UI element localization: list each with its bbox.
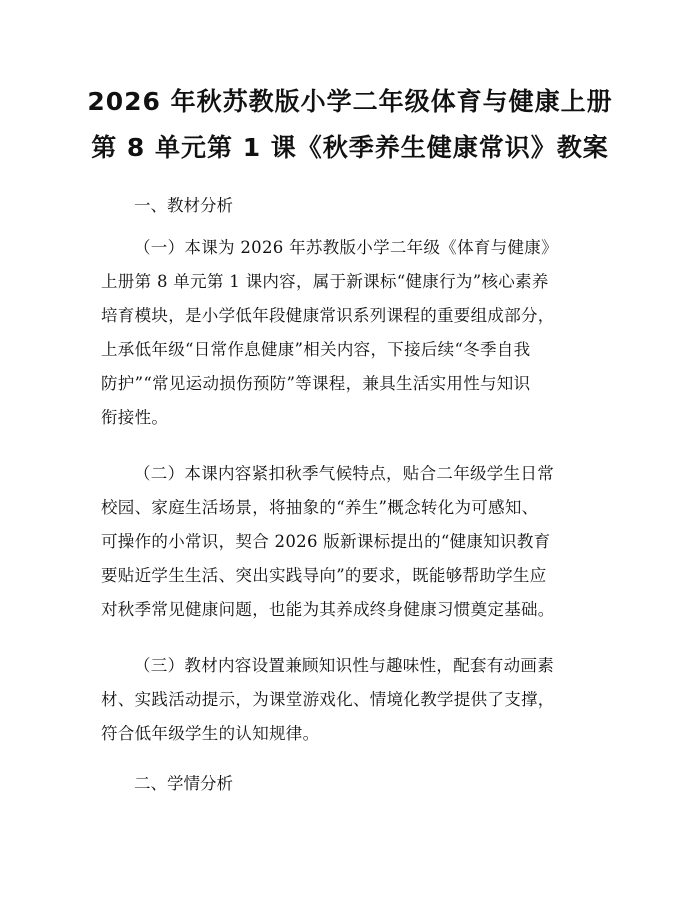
- paragraph-3: [101, 649, 601, 751]
- paragraph-line: 符合低年级学生的认知规律。: [101, 724, 320, 743]
- paragraph-line: 衔接性。: [101, 408, 169, 427]
- paragraph-line: （三）教材内容设置兼顾知识性与趣味性，配套有动画素: [134, 656, 554, 675]
- paragraph-line: （二）本课内容紧扣秋季气候特点，贴合二年级学生日常: [134, 464, 554, 483]
- paragraph-line: 可操作的小常识，契合 2026 版新课标提出的“健康知识教育: [101, 532, 551, 551]
- paragraph-line: 防护”“常见运动损伤预防”等课程，兼具生活实用性与知识: [101, 374, 531, 393]
- section-heading-learner-analysis: 二、学情分析: [134, 774, 233, 793]
- paragraph-line: 上承低年级“日常作息健康”相关内容，下接后续“冬季自我: [101, 340, 531, 359]
- paragraph-line: 材、实践活动提示，为课堂游戏化、情境化教学提供了支撑，: [101, 690, 555, 709]
- section-heading-textbook-analysis: 一、教材分析: [134, 196, 233, 215]
- paragraph-line: 要贴近学生生活、突出实践导向”的要求，既能够帮助学生应: [101, 566, 547, 585]
- paragraph-line: 校园、家庭生活场景，将抽象的“养生”概念转化为可感知、: [101, 498, 539, 517]
- paragraph-line: 培育模块，是小学低年段健康常识系列课程的重要组成部分，: [101, 306, 555, 325]
- paragraph-2: [101, 457, 601, 627]
- document-title-line-1: 2026 年秋苏教版小学二年级体育与健康上册: [87, 87, 613, 116]
- paragraph-line: （一）本课为 2026 年苏教版小学二年级《体育与健康》: [134, 238, 558, 257]
- paragraph-1: [101, 231, 601, 435]
- paragraph-line: 上册第 8 单元第 1 课内容，属于新课标“健康行为”核心素养: [101, 272, 549, 291]
- document-title-line-2: 第 8 单元第 1 课《秋季养生健康常识》教案: [91, 133, 609, 162]
- paragraph-line: 对秋季常见健康问题，也能为其养成终身健康习惯奠定基础。: [101, 600, 555, 619]
